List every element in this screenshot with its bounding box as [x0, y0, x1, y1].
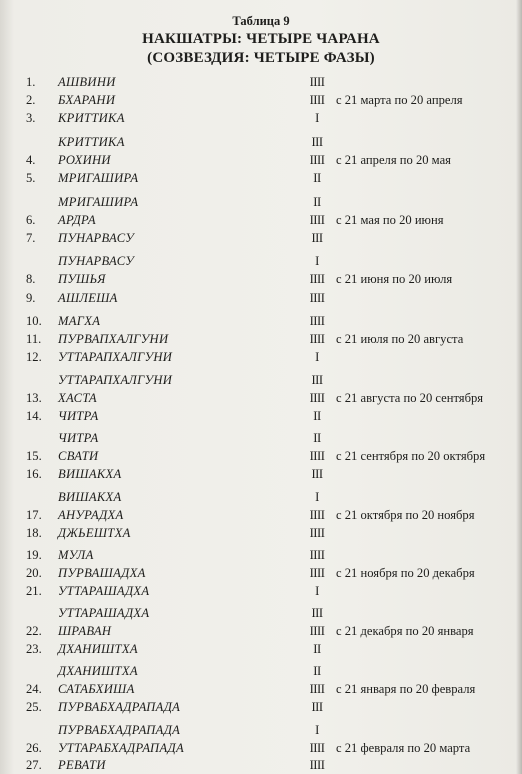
date-period: с 21 июня по 20 июля [336, 272, 453, 286]
table-row [0, 212, 522, 228]
nakshatra-name: ШРАВАН [58, 624, 112, 638]
nakshatra-name: ПУРВАШАДХА [58, 566, 146, 580]
table-row [0, 390, 522, 406]
table-row [0, 583, 522, 599]
row-number: 24. [26, 682, 42, 696]
table-row [0, 134, 522, 150]
nakshatra-name: САТАБХИША [58, 682, 135, 696]
row-number: 12. [26, 350, 42, 364]
date-period: с 21 апреля по 20 мая [336, 153, 451, 167]
date-period: с 21 июля по 20 августа [336, 332, 464, 346]
row-number: 6. [26, 213, 36, 227]
phase-marks: IIII [309, 758, 325, 772]
nakshatra-name: ЧИТРА [58, 431, 99, 445]
table-row [0, 110, 522, 126]
row-number: 15. [26, 449, 42, 463]
nakshatra-name: МАГХА [58, 314, 101, 328]
table-row [0, 623, 522, 639]
table-row [0, 489, 522, 505]
table-row [0, 253, 522, 269]
date-period: с 21 февраля по 20 марта [336, 741, 471, 755]
phase-marks: IIII [309, 332, 325, 346]
row-number: 8. [26, 272, 36, 286]
row-number: 11. [26, 332, 42, 346]
table-row [0, 290, 522, 306]
row-number: 20. [26, 566, 42, 580]
phase-marks: IIII [309, 548, 325, 562]
phase-marks: III [311, 373, 323, 387]
nakshatra-name: УТТАРАШАДХА [58, 606, 150, 620]
row-number: 10. [26, 314, 42, 328]
table-row [0, 757, 522, 773]
nakshatra-name: АШЛЕША [58, 291, 118, 305]
nakshatra-name: ДХАНИШТХА [58, 664, 138, 678]
phase-marks: IIII [309, 526, 325, 540]
phase-marks: II [313, 409, 321, 423]
table-row [0, 331, 522, 347]
table-row [0, 740, 522, 756]
table-row [0, 722, 522, 738]
phase-marks: IIII [309, 508, 325, 522]
phase-marks: IIII [309, 741, 325, 755]
phase-marks: IIII [309, 291, 325, 305]
table-row [0, 605, 522, 621]
phase-marks: IIII [309, 391, 325, 405]
phase-marks: IIII [309, 75, 325, 89]
phase-marks: I [315, 111, 319, 125]
table-row [0, 74, 522, 90]
table-row [0, 92, 522, 108]
row-number: 16. [26, 467, 42, 481]
table-row [0, 408, 522, 424]
date-period: с 21 августа по 20 сентября [336, 391, 484, 405]
table-row [0, 194, 522, 210]
phase-marks: IIII [309, 93, 325, 107]
table-caption: Таблица 9 [232, 14, 290, 28]
phase-marks: III [311, 231, 323, 245]
nakshatra-name: ДЖЬЕШТХА [58, 526, 131, 540]
phase-marks: III [311, 700, 323, 714]
phase-marks: II [313, 642, 321, 656]
date-period: с 21 сентября по 20 октября [336, 449, 486, 463]
nakshatra-name: УТТАРАБХАДРАПАДА [58, 741, 184, 755]
row-number: 19. [26, 548, 42, 562]
nakshatra-name: ПУРВАБХАДРАПАДА [58, 700, 181, 714]
table-row [0, 230, 522, 246]
phase-marks: III [311, 467, 323, 481]
row-number: 4. [26, 153, 36, 167]
table-heading-line1: НАКШАТРЫ: ЧЕТЫРЕ ЧАРАНА [142, 31, 380, 47]
nakshatra-name: АРДРА [58, 213, 96, 227]
table-row [0, 271, 522, 287]
nakshatra-name: ВИШАКХА [58, 490, 122, 504]
phase-marks: I [315, 723, 319, 737]
nakshatra-name: МУЛА [58, 548, 94, 562]
table-row [0, 525, 522, 541]
row-number: 27. [26, 758, 42, 772]
nakshatra-name: РЕВАТИ [58, 758, 106, 772]
nakshatra-name: АШВИНИ [58, 75, 116, 89]
nakshatra-name: УТТАРАПХАЛГУНИ [58, 350, 173, 364]
row-number: 7. [26, 231, 36, 245]
table-row [0, 681, 522, 697]
row-number: 21. [26, 584, 42, 598]
phase-marks: I [315, 350, 319, 364]
phase-marks: I [315, 490, 319, 504]
nakshatra-name: ВИШАКХА [58, 467, 122, 481]
nakshatra-name: УТТАРАПХАЛГУНИ [58, 373, 173, 387]
table-row [0, 152, 522, 168]
date-period: с 21 ноября по 20 декабря [336, 566, 475, 580]
row-number: 26. [26, 741, 42, 755]
date-period: с 21 мая по 20 июня [336, 213, 444, 227]
phase-marks: II [313, 195, 321, 209]
row-number: 25. [26, 700, 42, 714]
phase-marks: II [313, 171, 321, 185]
nakshatra-name: ПУШЬЯ [58, 272, 106, 286]
phase-marks: IIII [309, 566, 325, 580]
phase-marks: I [315, 254, 319, 268]
phase-marks: II [313, 664, 321, 678]
phase-marks: I [315, 584, 319, 598]
nakshatra-name: СВАТИ [58, 449, 99, 463]
phase-marks: IIII [309, 682, 325, 696]
phase-marks: IIII [309, 213, 325, 227]
nakshatra-name: МРИГАШИРА [58, 171, 139, 185]
row-number: 9. [26, 291, 36, 305]
date-period: с 21 декабря по 20 января [336, 624, 474, 638]
nakshatra-name: ПУРВАБХАДРАПАДА [58, 723, 181, 737]
table-row [0, 547, 522, 563]
phase-marks: II [313, 431, 321, 445]
phase-marks: III [311, 606, 323, 620]
nakshatra-name: ЧИТРА [58, 409, 99, 423]
row-number: 2. [26, 93, 36, 107]
nakshatra-name: КРИТТИКА [58, 111, 125, 125]
table-row [0, 507, 522, 523]
nakshatra-name: РОХИНИ [58, 153, 111, 167]
nakshatra-name: ПУРВАПХАЛГУНИ [58, 332, 169, 346]
row-number: 14. [26, 409, 42, 423]
phase-marks: III [311, 135, 323, 149]
table-row [0, 448, 522, 464]
row-number: 18. [26, 526, 42, 540]
row-number: 23. [26, 642, 42, 656]
nakshatra-name: ДХАНИШТХА [58, 642, 138, 656]
row-number: 1. [26, 75, 36, 89]
phase-marks: IIII [309, 624, 325, 638]
row-number: 17. [26, 508, 42, 522]
date-period: с 21 октября по 20 ноября [336, 508, 475, 522]
phase-marks: IIII [309, 449, 325, 463]
table-heading-line2: (СОЗВЕЗДИЯ: ЧЕТЫРЕ ФАЗЫ) [147, 50, 375, 66]
table-row [0, 349, 522, 365]
row-number: 5. [26, 171, 36, 185]
row-number: 13. [26, 391, 42, 405]
table-row [0, 430, 522, 446]
table-row [0, 313, 522, 329]
nakshatra-name: БХАРАНИ [58, 93, 116, 107]
nakshatra-name: АНУРАДХА [58, 508, 124, 522]
phase-marks: IIII [309, 314, 325, 328]
nakshatra-name: ПУНАРВАСУ [58, 231, 135, 245]
date-period: с 21 марта по 20 апреля [336, 93, 463, 107]
table-row [0, 699, 522, 715]
nakshatra-name: МРИГАШИРА [58, 195, 139, 209]
row-number: 22. [26, 624, 42, 638]
table-row [0, 466, 522, 482]
nakshatra-name: ПУНАРВАСУ [58, 254, 135, 268]
row-number: 3. [26, 111, 36, 125]
nakshatra-name: КРИТТИКА [58, 135, 125, 149]
phase-marks: IIII [309, 272, 325, 286]
nakshatra-name: УТТАРАШАДХА [58, 584, 150, 598]
date-period: с 21 января по 20 февраля [336, 682, 476, 696]
table-row [0, 170, 522, 186]
table-row [0, 565, 522, 581]
table-row [0, 663, 522, 679]
phase-marks: IIII [309, 153, 325, 167]
table-row [0, 641, 522, 657]
nakshatra-name: ХАСТА [58, 391, 97, 405]
table-row [0, 372, 522, 388]
